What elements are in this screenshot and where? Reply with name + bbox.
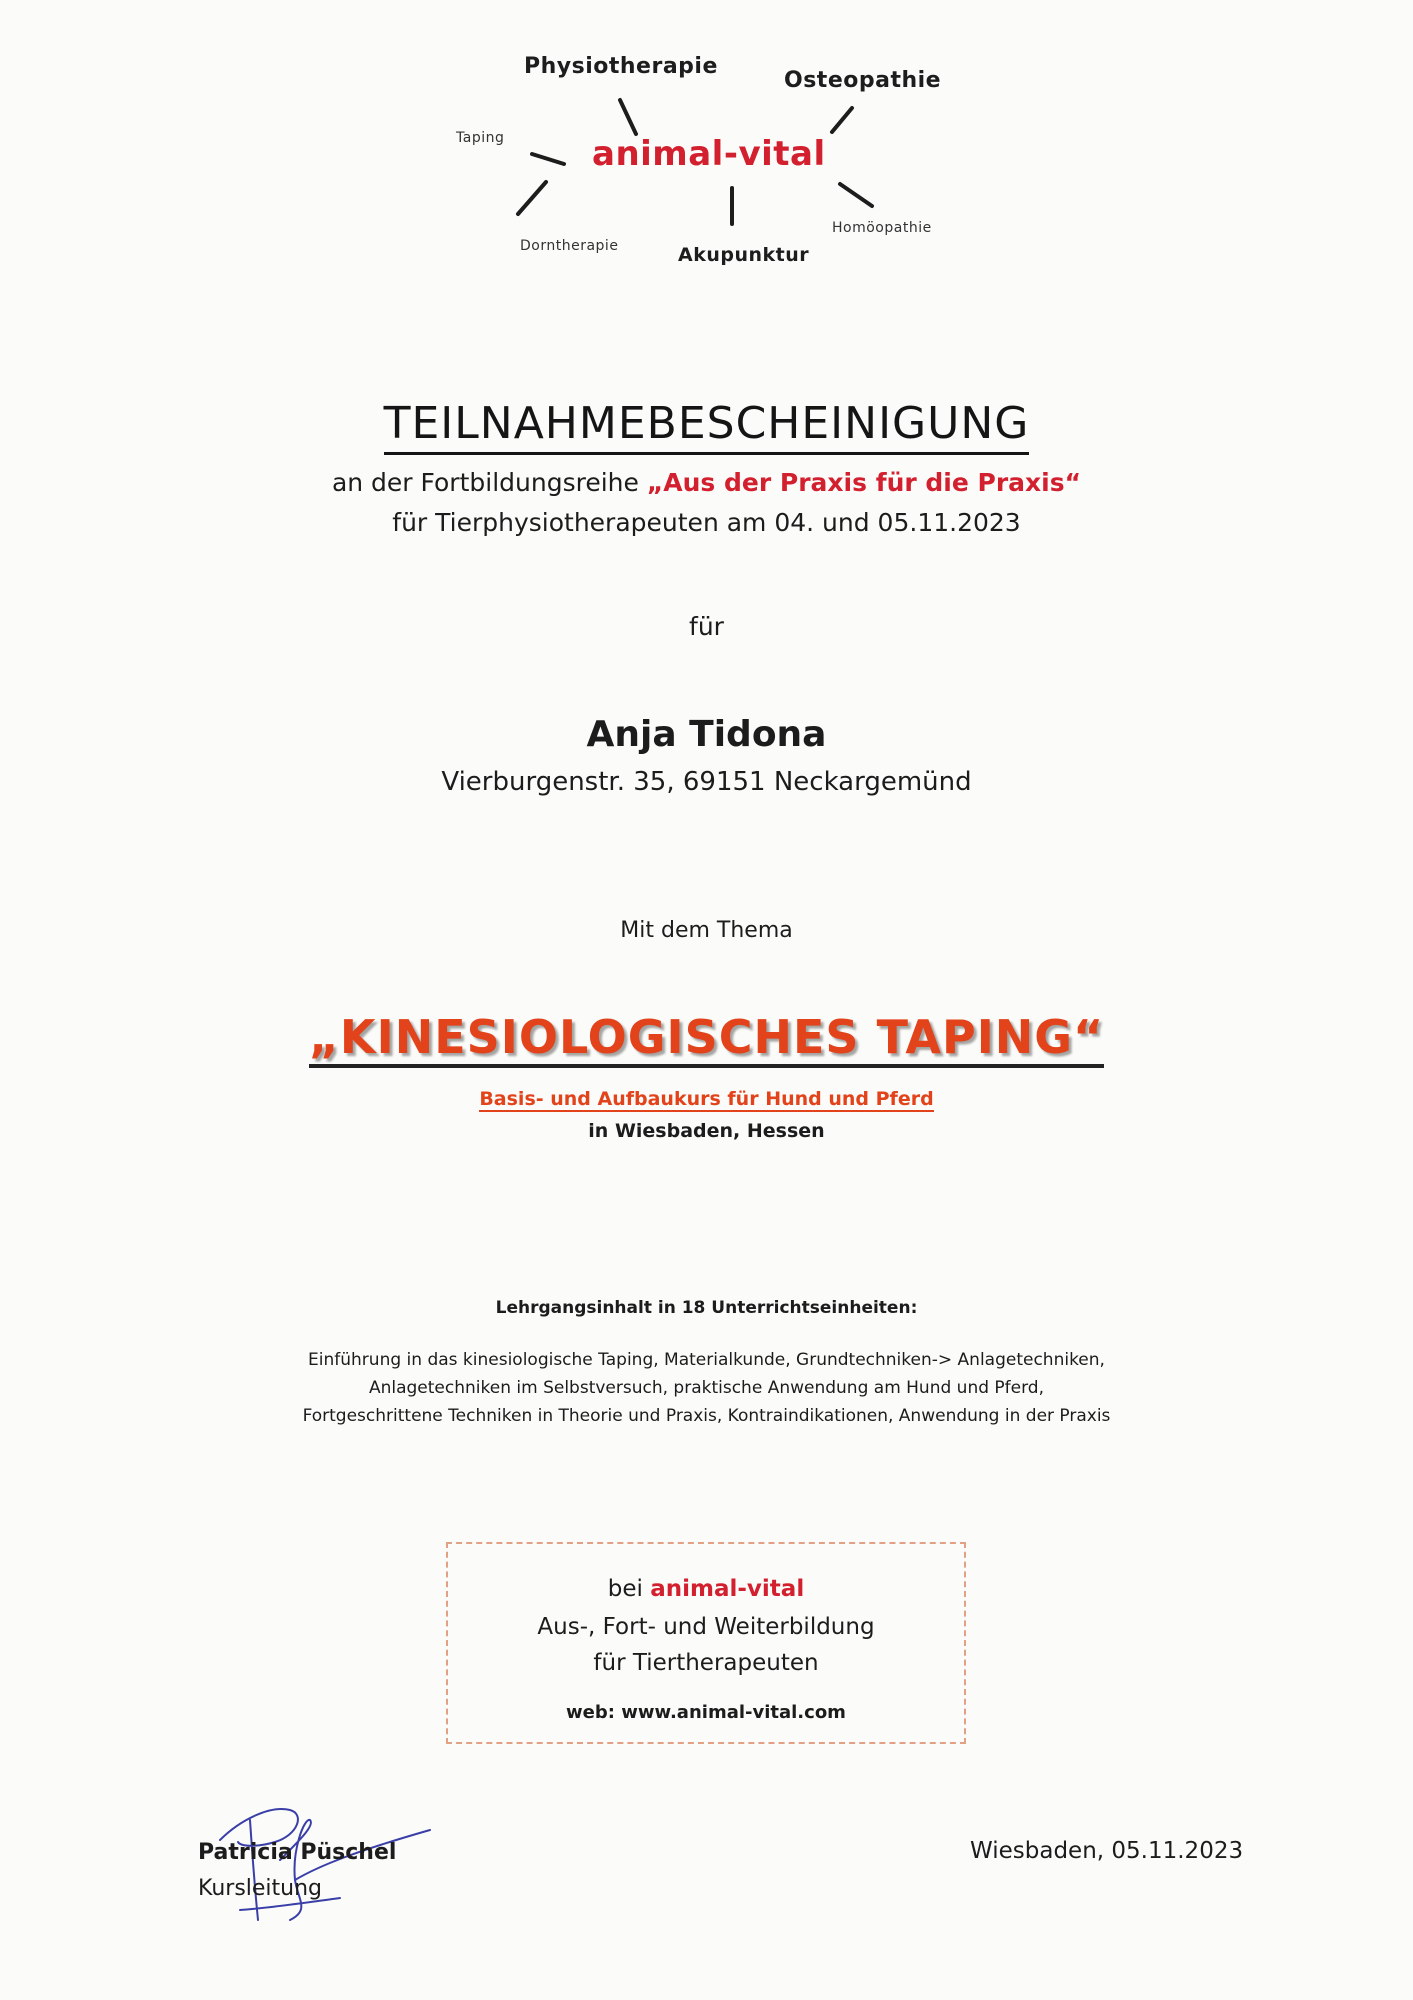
- certificate-title: TEILNAHMEBESCHEINIGUNG: [0, 398, 1413, 449]
- participant-name: Anja Tidona: [586, 714, 827, 755]
- course-content-line: Fortgeschrittene Techniken in Theorie und Praxis, Kontraindikationen, Anwendung in der Praxis: [302, 1406, 1111, 1426]
- course-content-line: Anlagetechniken im Selbstversuch, praktische Anwendung am Hund und Pferd,: [368, 1378, 1045, 1398]
- for-label: für: [689, 612, 724, 641]
- provider-website: web: www.animal-vital.com: [566, 1702, 846, 1723]
- provider-prefix: bei: [607, 1576, 643, 1602]
- participant-address: Vierburgenstr. 35, 69151 Neckargemünd: [441, 767, 972, 797]
- provider-line2: Aus-, Fort- und Weiterbildung: [537, 1614, 875, 1640]
- certificate-subtitle: [0, 468, 1413, 497]
- series-name: „Aus der Praxis für die Praxis“: [646, 468, 1082, 497]
- subtitle-prefix: an der Fortbildungsreihe: [331, 468, 639, 497]
- topic-title: „KINESIOLOGISCHES TAPING“: [0, 1010, 1413, 1064]
- provider-box: [446, 1542, 966, 1744]
- place-and-date: Wiesbaden, 05.11.2023: [970, 1838, 1244, 1864]
- topic-label: Mit dem Thema: [620, 918, 793, 943]
- logo-term-taping: Taping: [456, 130, 505, 146]
- logo-term-osteopathie: Osteopathie: [784, 68, 942, 93]
- logo-term-dorntherapie: Dorntherapie: [520, 238, 619, 254]
- animal-vital-logo: [440, 48, 980, 288]
- logo-term-akupunktur: Akupunktur: [678, 244, 810, 266]
- course-content-line: Einführung in das kinesiologische Taping, Materialkunde, Grundtechniken-> Anlagetechniken,: [308, 1350, 1105, 1370]
- signatory-name: Patricia Püschel: [198, 1840, 397, 1865]
- certificate-subtitle-line2: für Tierphysiotherapeuten am 04. und 05.11.2023: [392, 508, 1021, 537]
- signatory-role: Kursleitung: [198, 1876, 323, 1901]
- provider-line3: für Tiertherapeuten: [593, 1650, 819, 1676]
- provider-name: animal-vital: [650, 1576, 805, 1602]
- logo-brand: animal-vital: [592, 134, 826, 174]
- topic-subtitle: Basis- und Aufbaukurs für Hund und Pferd: [479, 1088, 934, 1110]
- logo-term-physiotherapie: Physiotherapie: [524, 54, 718, 79]
- logo-term-homoeopathie: Homöopathie: [832, 220, 932, 236]
- course-heading: Lehrgangsinhalt in 18 Unterrichtseinheiten:: [495, 1298, 918, 1318]
- provider-line1: [448, 1576, 964, 1602]
- course-location: in Wiesbaden, Hessen: [588, 1120, 825, 1142]
